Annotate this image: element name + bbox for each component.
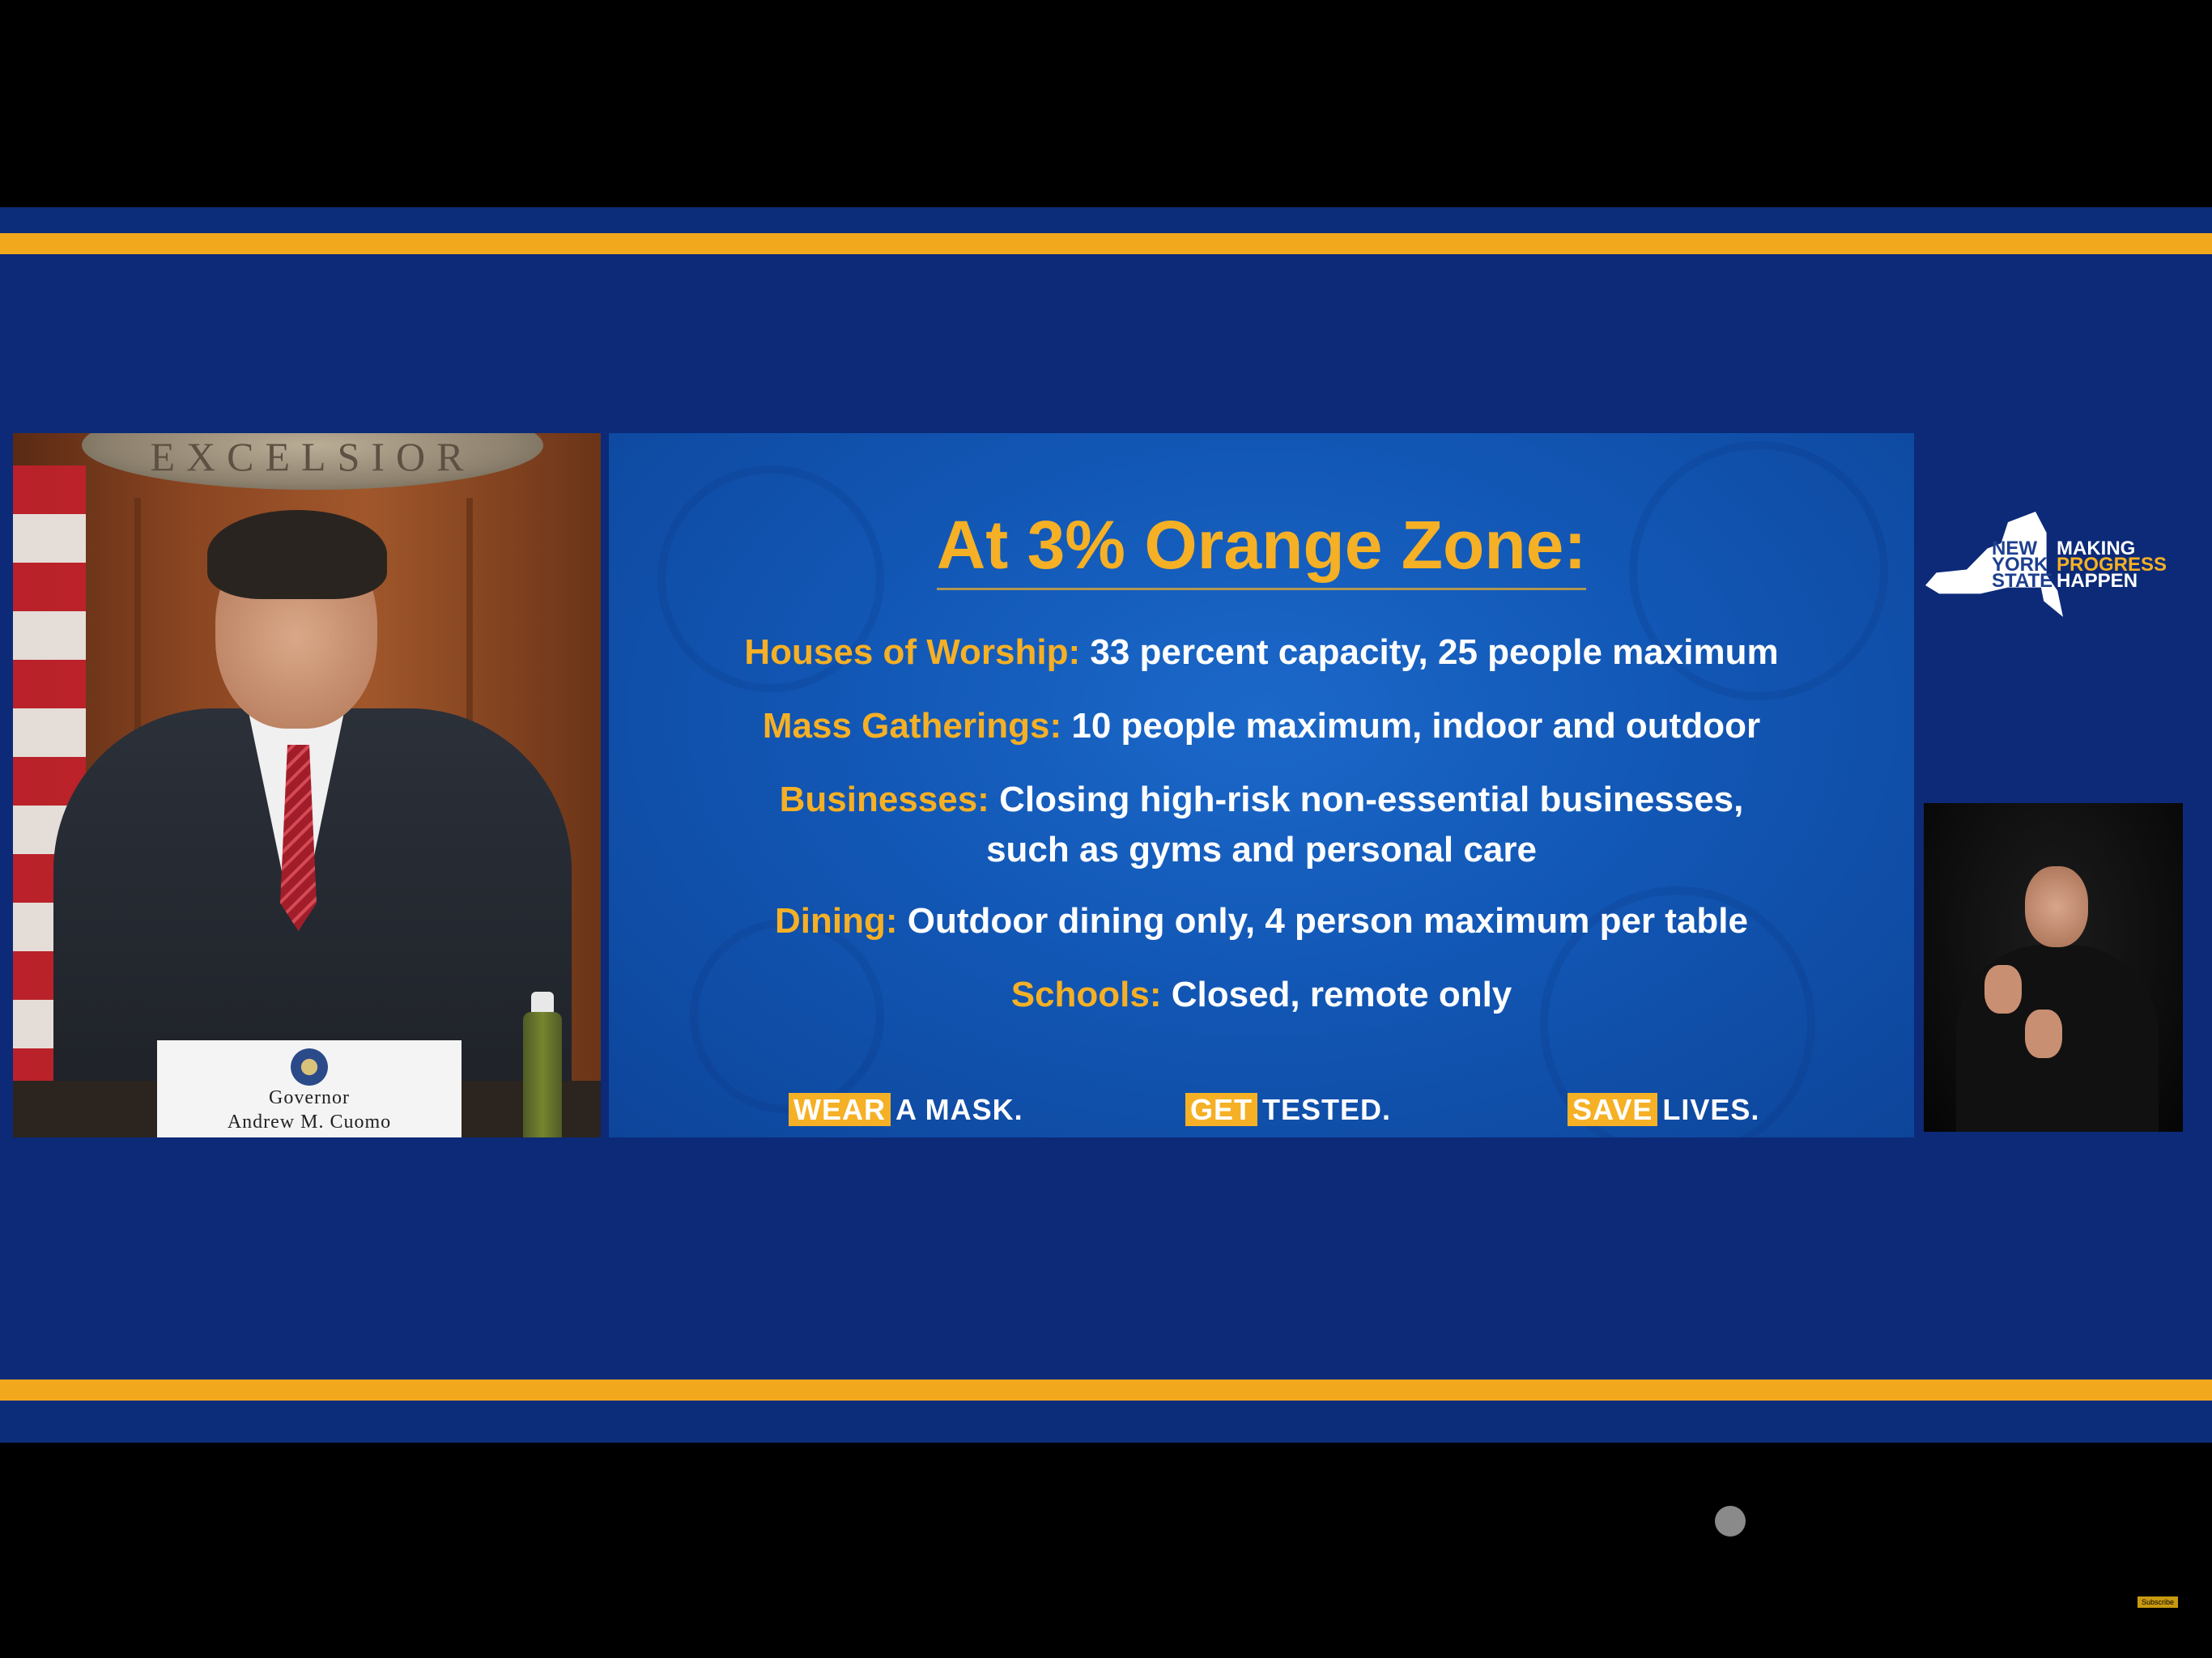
rule-key: Houses of Worship: <box>744 632 1081 672</box>
rule-value-continued: such as gyms and personal care <box>986 830 1537 869</box>
logo-word: STATE <box>1992 570 2053 592</box>
rule-key: Businesses: <box>779 780 989 819</box>
info-slide <box>609 433 1914 1137</box>
speaker-video <box>13 433 601 1137</box>
tagline-get-tested <box>1185 1093 1391 1127</box>
nameplate <box>157 1040 462 1137</box>
rule-businesses <box>609 775 1914 875</box>
rule-gatherings <box>609 701 1914 751</box>
excelsior-plaque <box>82 433 543 490</box>
slide-title <box>609 506 1914 585</box>
bottom-blue-band <box>0 1401 2212 1443</box>
logo-slogan-word: PROGRESS <box>2057 554 2167 576</box>
rule-value: 33 percent capacity, 25 people maximum <box>1090 632 1779 672</box>
interpreter-hand <box>1984 965 2022 1014</box>
rule-worship <box>609 627 1914 678</box>
subscribe-button[interactable]: Subscribe <box>2138 1596 2178 1608</box>
logo-slogan-word: HAPPEN <box>2057 570 2138 592</box>
bottom-gold-stripe <box>0 1380 2212 1401</box>
tagline-rest: TESTED. <box>1262 1093 1392 1126</box>
logo-slogan-word: MAKING <box>2057 538 2136 559</box>
tagline-highlight: WEAR <box>789 1093 891 1126</box>
tagline-wear-mask <box>789 1093 1023 1127</box>
interpreter-video <box>1924 803 2183 1132</box>
interpreter-head <box>2025 866 2088 947</box>
logo-word: NEW <box>1992 538 2037 559</box>
top-blue-band <box>0 207 2212 233</box>
rule-value: Closed, remote only <box>1171 975 1512 1014</box>
rule-schools <box>609 970 1914 1020</box>
nameplate-title: Governor <box>269 1087 350 1108</box>
top-gold-stripe <box>0 233 2212 254</box>
tagline-highlight: SAVE <box>1568 1093 1657 1126</box>
nameplate-name: Andrew M. Cuomo <box>227 1112 392 1133</box>
rule-key: Schools: <box>1010 975 1162 1014</box>
tagline-rest: LIVES. <box>1662 1093 1760 1126</box>
nys-logo <box>1925 504 2168 625</box>
rule-value: 10 people maximum, indoor and outdoor <box>1071 706 1761 746</box>
plaque-text: EXCELSIOR <box>150 434 475 479</box>
rule-dining <box>609 896 1914 946</box>
rule-key: Dining: <box>775 901 898 941</box>
tagline-rest: A MASK. <box>895 1093 1023 1126</box>
rule-value: Outdoor dining only, 4 person maximum per table <box>907 901 1748 941</box>
logo-word: YORK <box>1992 554 2048 576</box>
state-seal-icon <box>291 1048 328 1086</box>
tagline-highlight: GET <box>1185 1093 1257 1126</box>
tagline-save-lives <box>1568 1093 1759 1127</box>
speaker-hair <box>207 510 387 599</box>
playback-scrubber-handle[interactable] <box>1715 1506 1746 1537</box>
interpreter-hand <box>2025 1010 2062 1058</box>
slide-title-text: At 3% Orange Zone: <box>937 507 1587 590</box>
sanitizer-bottle <box>523 1012 562 1137</box>
rule-key: Mass Gatherings: <box>762 706 1062 746</box>
rule-value: Closing high-risk non-essential businesses, <box>999 780 1744 819</box>
